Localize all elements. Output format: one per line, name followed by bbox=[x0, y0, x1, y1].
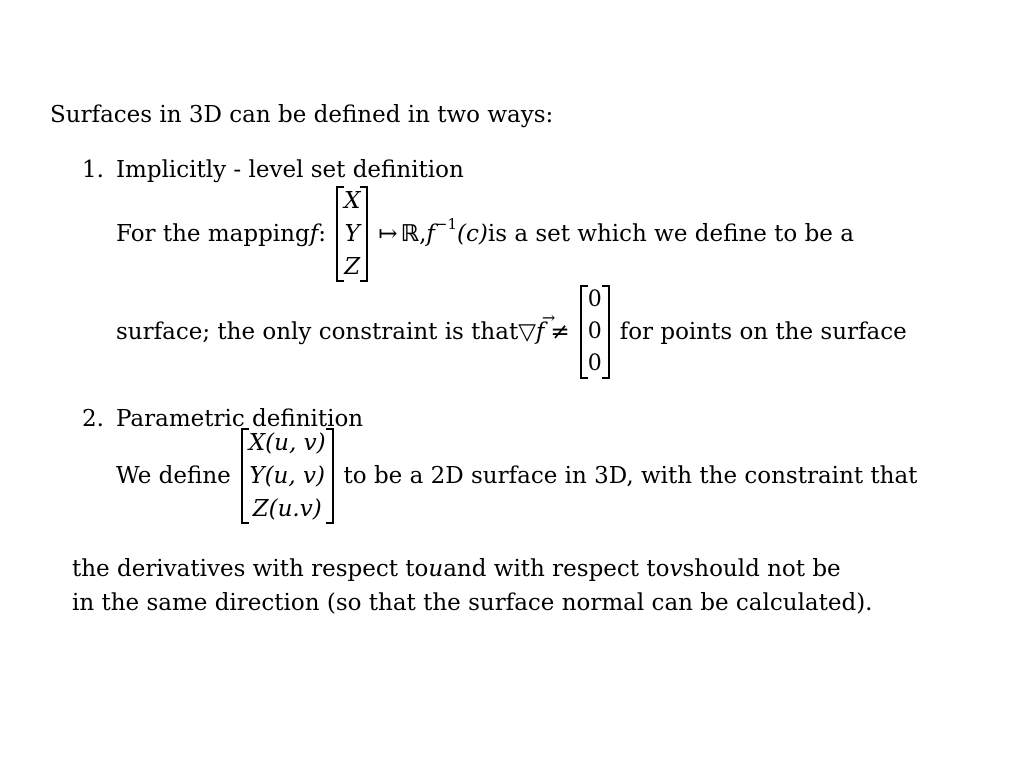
item-2-number: 2. bbox=[82, 406, 104, 432]
item-2-definition-line: We define X(u, v) Y(u, v) Z(u.v) to be a 2D surface in 3D, with the constraint that bbox=[116, 430, 918, 522]
parametric-vector: X(u, v) Y(u, v) Z(u.v) bbox=[241, 428, 334, 524]
item-1-number: 1. bbox=[82, 157, 104, 183]
item-1-constraint-line: surface; the only constraint is that ▽ → f ≠ 0 0 0 for points on the surface bbox=[116, 285, 907, 379]
vector-arrow: → bbox=[541, 308, 556, 327]
intro-text: Surfaces in 3D can be defined in two ways: bbox=[50, 102, 554, 128]
item-2-title: Parametric definition bbox=[115, 406, 364, 432]
item-1-title: Implicitly - level set definition bbox=[115, 157, 464, 183]
zero-vector: 0 0 0 bbox=[580, 285, 610, 379]
closing-line-1: the derivatives with respect to u and with respect to v should not be bbox=[72, 556, 841, 582]
item-1-heading bbox=[82, 156, 464, 184]
closing-line-2: in the same direction (so that the surface normal can be calculated). bbox=[72, 590, 873, 616]
xyz-vector: X Y Z bbox=[336, 186, 368, 282]
item-1-mapping-line: For the mapping f : X Y Z ↦ ℝ , f −1 (c) is a set which we define to be a bbox=[116, 188, 854, 280]
